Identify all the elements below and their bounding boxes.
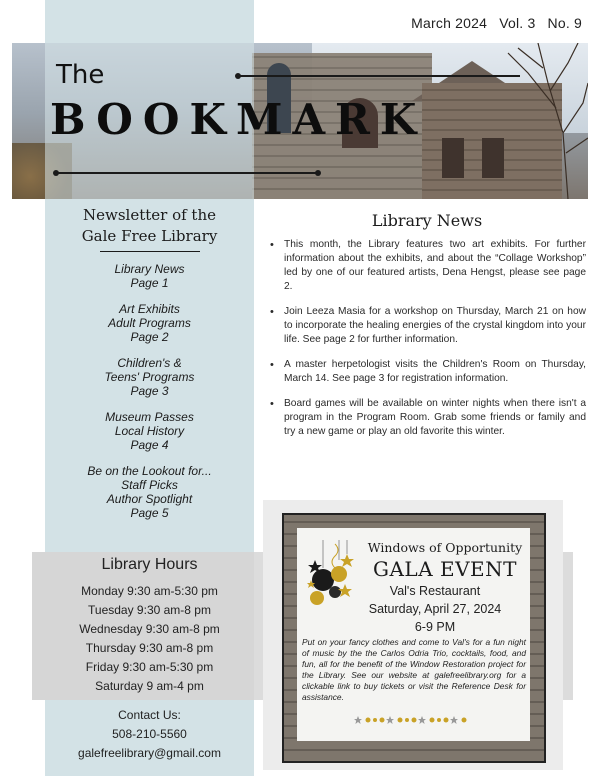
table-of-contents (45, 262, 254, 532)
gala-description: Put on your fancy clothes and come to Val's for a fun night of music by the the Carlos Odria Trio, cocktails, food, and fun, all for the benefit of the Window Restoration project for the Library. See our website at galefreelibrary.org for a clickable link to buy tickets or visit the Reference Desk for assistance. (302, 637, 526, 702)
library-news-section (268, 211, 586, 450)
news-item: • A master herpetologist visits the Children's Room on Thursday, March 14. See page 3 for registration information. (268, 358, 586, 386)
contact-phone: 508-210-5560 (112, 727, 187, 741)
news-item: • Board games will be available on winter nights when there isn't a program in the Program Room. Grab some friends or family and try a new game or play an old favorite this winter. (268, 397, 586, 439)
toc-entry-childrens-programs: Children's & Teens' Programs Page 3 (104, 356, 195, 398)
hours-row: Thursday 9:30 am-8 pm (85, 641, 214, 655)
masthead-rule-bottom (56, 172, 318, 174)
contact-info (45, 706, 254, 763)
hours-title: Library Hours (101, 556, 198, 573)
hours-row: Friday 9:30 am-5:30 pm (85, 660, 214, 674)
news-item: • Join Leeza Masia for a workshop on Thursday, March 21 on how to incorporate the healing energies of the crystal kingdom into your life. See page 2 for further information. (268, 305, 586, 347)
library-hours (45, 556, 254, 696)
issue-number: No. 9 (547, 15, 582, 31)
gold-dots-divider-icon (352, 714, 472, 726)
issue-line (411, 15, 582, 31)
news-item: • This month, the Library features two art exhibits. For further information about the exhibits, and about the “Collage Workshop” led by one of our featured artists, Dena Hengst, please see page 2. (268, 238, 586, 294)
gala-venue: Val's Restaurant (389, 584, 481, 598)
hours-row: Wednesday 9:30 am-8 pm (79, 622, 220, 636)
masthead-title-small: The (56, 60, 105, 90)
issue-volume: Vol. 3 (499, 15, 536, 31)
contact-label: Contact Us: (118, 708, 181, 722)
hours-row: Tuesday 9:30 am-8 pm (88, 603, 211, 617)
toc-entry-museum-passes: Museum Passes Local History Page 4 (105, 410, 194, 452)
gala-kicker: Windows of Opportunity (367, 540, 523, 555)
contact-email: galefreelibrary@gmail.com (78, 746, 221, 760)
issue-date: March 2024 (411, 15, 488, 31)
newsletter-title: Newsletter of the Gale Free Library (81, 206, 218, 245)
library-news-title: Library News (371, 211, 483, 230)
toc-entry-art-exhibits: Art Exhibits Adult Programs Page 2 (108, 302, 191, 344)
masthead-title: BOOKMARK (50, 95, 427, 144)
hours-row: Saturday 9 am-4 pm (95, 679, 204, 693)
news-list (268, 238, 586, 439)
masthead-rule-top (238, 75, 520, 77)
gala-date: Saturday, April 27, 2024 (368, 602, 502, 616)
toc-entry-lookout: Be on the Lookout for... Staff Picks Author Spotlight Page 5 (87, 464, 212, 520)
toc-entry-library-news: Library News Page 1 (114, 262, 185, 290)
sidebar-divider (100, 251, 200, 252)
hours-row: Monday 9:30 am-5:30 pm (81, 584, 218, 598)
gala-event-title: GALA EVENT (373, 557, 517, 581)
tree-branches-icon (468, 43, 588, 199)
gala-time: 6-9 PM (414, 620, 456, 634)
